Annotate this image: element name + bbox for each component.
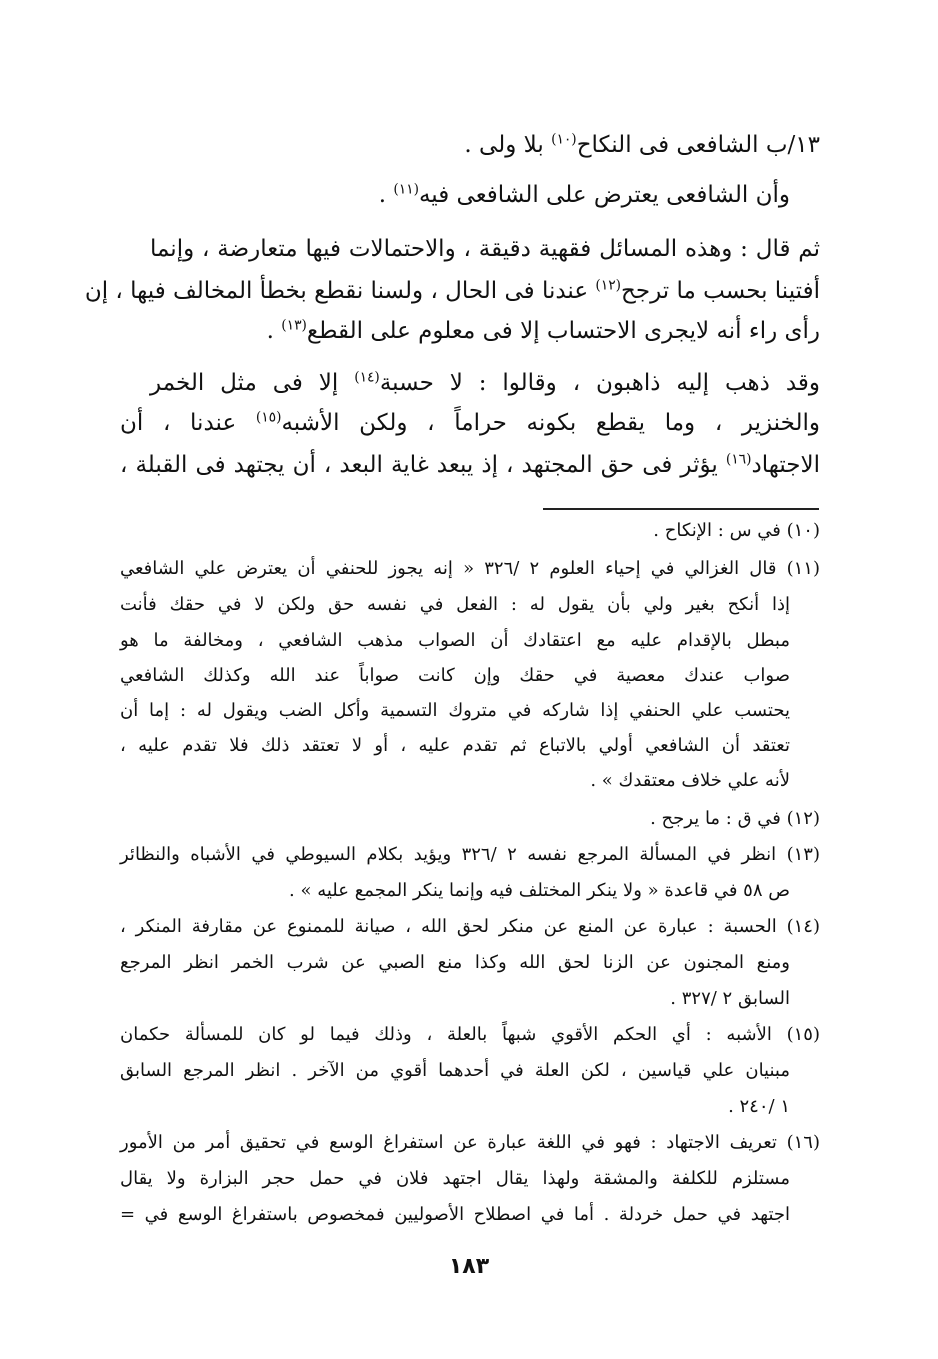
body-text: إلا فى مثل الخمر <box>150 370 355 396</box>
body-line <box>120 410 820 436</box>
footnote-ref: (١٠) <box>551 131 577 148</box>
body-text: وقد ذهب إليه ذاهبون ، وقالوا : لا حسبة <box>379 370 820 396</box>
footnote-14-line: ومنع المجنون عن الزنا لحق الله وكذا منع الصبي عن شرب الخمر انظر المرجع <box>120 952 790 973</box>
footnote-15-line: ١ /٢٤٠ . <box>728 1096 790 1117</box>
page-number: ١٨٣ <box>448 1254 490 1279</box>
body-text: . <box>266 318 282 344</box>
footnote-ref: (١١) <box>393 181 419 198</box>
body-text: وأن الشافعى يعترض على الشافعى فيه <box>418 182 790 208</box>
footnote-11-line: تعتقد أن الشافعي أولي بالاتباع ثم تقدم عليه ، أو لا تعتقد ذلك فلا تقدم عليه ، <box>120 735 790 756</box>
footnote-ref: (١٥) <box>255 409 282 426</box>
body-line <box>379 182 790 208</box>
body-line <box>150 370 820 396</box>
footnote-11-line: مبطل بالإقدام عليه مع اعتقادك أن الصواب مذهب الشافعي ، ومخالفة ما هو <box>120 630 790 651</box>
footnote-15: (١٥) الأشبه : أي الحكم الأقوي شبهاً بالعلة ، وذلك فيما لو كان للمسألة حكمان <box>120 1024 820 1045</box>
footnote-11-line: يحتسب علي الحنفي إذا شاركه في متروك التسمية وأكل الضب ويقول له : إما أن <box>120 700 790 721</box>
body-text: ١٣/ب الشافعى فى النكاح <box>576 132 820 158</box>
body-text: الاجتهاد <box>751 452 820 478</box>
body-text: . <box>378 182 394 208</box>
footnote-ref: (١٢) <box>595 277 622 294</box>
footnote-separator <box>543 508 819 510</box>
body-text: رأى راء أنه لايجرى الاحتساب إلا فى معلوم على القطع <box>306 318 820 344</box>
body-text: عندنا فى الحال ، ولسنا نقطع بخطأ المخالف فيها ، إن <box>84 278 596 304</box>
footnote-15-line: مبنيان علي قياسين ، لكن العلة في أحدهما أقوي من الآخر . انظر المرجع السابق <box>120 1060 790 1081</box>
footnote-16-line: مستلزم للكلفة والمشقة ولهذا يقال اجتهد فلان في حمل حجر البزارة ولا يقال <box>120 1168 790 1189</box>
footnote-12: (١٢) في ق : ما يرجح . <box>650 808 820 829</box>
body-text: بلا ولى . <box>464 132 552 158</box>
body-line: ثم قال : وهذه المسائل فقهية دقيقة ، والاحتمالات فيها متعارضة ، وإنما <box>150 236 820 262</box>
footnote-ref: (١٦) <box>725 451 752 468</box>
footnote-16: (١٦) تعريف الاجتهاد : فهو في اللغة عبارة عن استفراغ الوسع في تحقيق أمر من الأمور <box>120 1132 820 1153</box>
footnote-16-line: اجتهد في حمل خردلة . أما في اصطلاح الأصوليين فمخصوص باستفراغ الوسع في = <box>120 1204 790 1225</box>
body-text: عندنا ، أن <box>120 410 256 436</box>
body-line <box>84 277 820 304</box>
body-text: والخنزير ، وما يقطع بكونه حراماً ، ولكن الأشبه <box>281 410 820 436</box>
footnote-11-line: صواب عندك معصية في حقك وإن كانت صواباً عند الله وكذلك الشافعي <box>120 665 790 686</box>
body-line <box>267 318 820 344</box>
footnote-ref: (١٣) <box>281 317 307 334</box>
footnote-13-line: ص ٥٨ في قاعدة « ولا ينكر المختلف فيه وإنما ينكر المجمع عليه » . <box>289 880 790 901</box>
footnote-13: (١٣) انظر في المسألة المرجع نفسه ٢ /٣٢٦ ويؤيد بكلام السيوطي في الأشباه والنظائر <box>120 844 820 865</box>
footnote-ref: (١٤) <box>354 369 380 386</box>
footnote-14-line: السابق ٢ /٣٢٧ . <box>670 988 790 1009</box>
footnote-11: (١١) قال الغزالي في إحياء العلوم ٢ /٣٢٦ « إنه يجوز للحنفي أن يعترض علي الشافعي <box>120 558 821 579</box>
footnote-11-line: لأنه علي خلاف معتقدك » . <box>590 770 790 791</box>
body-line <box>464 132 820 158</box>
footnote-11-line: إذا أنكح بغير ولي بأن يقول له : الفعل في نفسه حق ولكن لا في حقك فأنت <box>120 594 790 615</box>
body-text: يؤثر فى حق المجتهد ، إذ يبعد غاية البعد ، أن يجتهد فى القبلة ، <box>120 452 726 478</box>
body-text: أفتينا بحسب ما ترجح <box>621 278 820 304</box>
footnote-14: (١٤) الحسبة : عبارة عن المنع عن منكر لحق الله ، صيانة للممنوع عن مقارفة المنكر ، <box>120 916 820 937</box>
body-line <box>120 452 820 478</box>
footnote-10: (١٠) في س : الإنكاح . <box>653 520 820 541</box>
